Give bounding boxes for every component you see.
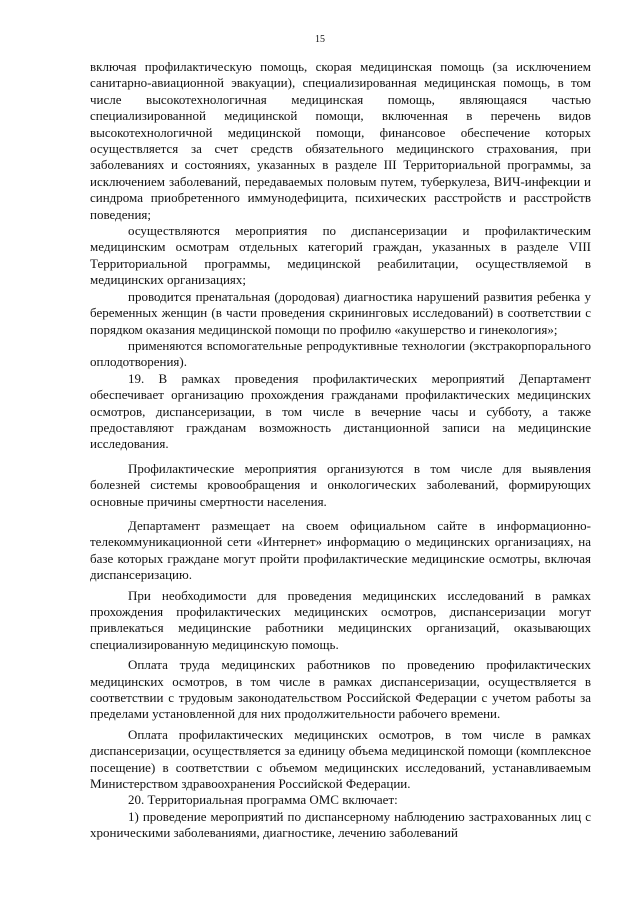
paragraph-item-1: 1) проведение мероприятий по диспансерному наблюдению застрахованных лиц с хроническими заболеваниями, диагностике, лечению заболеваний xyxy=(90,808,591,841)
paragraph-section-20: 20. Территориальная программа ОМС включает: xyxy=(128,792,398,808)
document-body xyxy=(90,59,591,842)
paragraph-labor-payment: Оплата труда медицинских работников по проведению профилактических медицинских осмотров, в том числе в рамках диспансеризации, осуществляется в соответствии с трудовым законодательством Российской Федерации с учетом работы за пределами установленной для них продолжительности рабочего времени. xyxy=(90,657,591,722)
paragraph-involved-workers: При необходимости для проведения медицинских исследований в рамках прохождения профилактических медицинских осмотров, диспансеризации могут привлекаться медицинские работники медицинских организаций, оказывающих специализированную медицинскую помощь. xyxy=(90,587,591,652)
paragraph-department-website: Департамент размещает на своем официальном сайте в информационно-телекоммуникационной сети «Интернет» информацию о медицинских организациях, на базе которых граждане могут пройти профилактические медицинские осмотры, включая диспансеризацию. xyxy=(90,517,591,583)
paragraph-dispanserization: осуществляются мероприятия по диспансеризации и профилактическим медицинским осмотрам отдельных категорий граждан, указанных в разделе VIII Территориальной программы, медицинской реабилитации, осуществляемой в медицинских организациях; xyxy=(90,223,591,288)
paragraph-continuation: включая профилактическую помощь, скорая медицинская помощь (за исключением санитарно-авиационной эвакуации), специализированная медицинская помощь, в том числе высокотехнологичная медицинская помощь, являющаяся частью специализированной медицинской помощи, включенная в перечень видов высокотехнологичной медицинской помощи, финансовое обеспечение которых осуществляется за счет средств обязательного медицинского страхования, при заболеваниях и состояниях, указанных в разделе III Территориальной программы, за исключением заболеваний, передаваемых половым путем, туберкулеза, ВИЧ-инфекции и синдрома приобретенного иммунодефицита, психических расстройств и расстройств поведения; xyxy=(90,59,591,222)
paragraph-reproductive-technologies: применяются вспомогательные репродуктивные технологии (экстракорпорального оплодотворения). xyxy=(90,337,591,370)
paragraph-preventive-measures: Профилактические мероприятия организуются в том числе для выявления болезней системы кровообращения и онкологических заболеваний, формирующих основные причины смертности населения. xyxy=(90,460,591,509)
paragraph-examination-payment: Оплата профилактических медицинских осмотров, в том числе в рамках диспансеризации, осуществляется за единицу объема медицинской помощи (комплексное посещение) в соответствии с объемом медицинских исследований, устанавливаемым Министерством здравоохранения Российской Федерации. xyxy=(90,726,591,792)
paragraph-prenatal-diagnostics: проводится пренатальная (дородовая) диагностика нарушений развития ребенка у беременных женщин (в части проведения скрининговых исследований) в соответствии с порядком оказания медицинской помощи по профилю «акушерство и гинекология»; xyxy=(90,288,591,337)
paragraph-section-19: 19. В рамках проведения профилактических мероприятий Департамент обеспечивает организацию прохождения гражданами профилактических медицинских осмотров, диспансеризации, в том числе в вечерние часы и субботу, а также предоставляют гражданам возможность дистанционной записи на медицинские исследования. xyxy=(90,370,591,452)
page-number: 15 xyxy=(315,34,325,45)
